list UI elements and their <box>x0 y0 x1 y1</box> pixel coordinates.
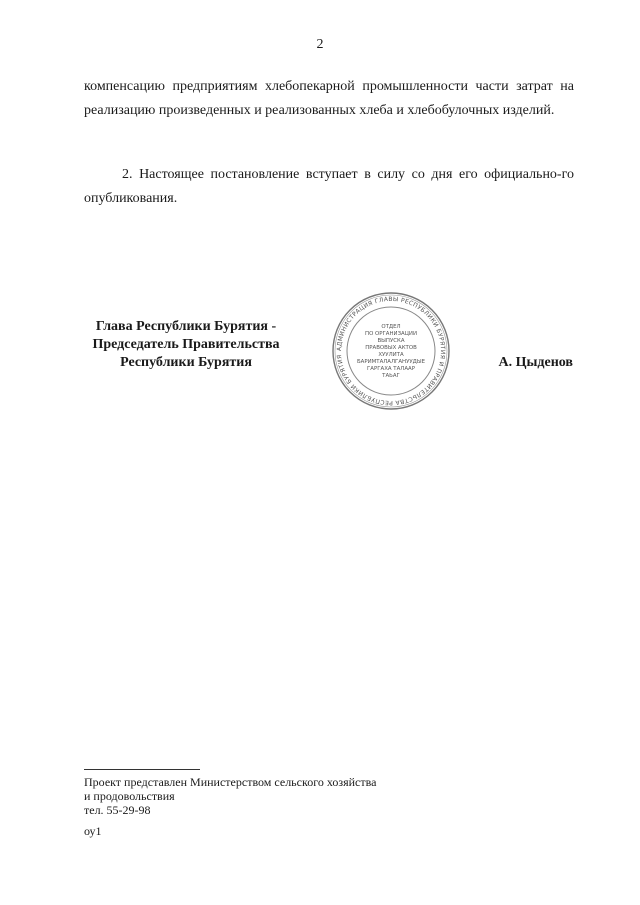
svg-text:ВЫПУСКА: ВЫПУСКА <box>377 338 405 344</box>
official-seal <box>331 291 451 411</box>
seal-center-text <box>357 324 426 379</box>
signatory-title <box>78 318 294 372</box>
footnote-phone: тел. 55-29-98 <box>84 803 151 817</box>
seal-outer-text: АДМИНИСТРАЦИЯ ГЛАВЫ РЕСПУБЛИКИ БУРЯТИЯ И ПРАВИТЕЛЬСТВА РЕСПУБЛИКИ БУРЯТИЯ <box>335 295 447 407</box>
page-number: 2 <box>316 37 324 52</box>
paragraph-compensation: компенсацию предприятиям хлебопекарной промышленности части затрат на реализацию произведенных и реализованных хлеба и хлебобулочных изделий. <box>84 79 574 118</box>
footnote-line-1: Проект представлен Министерством сельского хозяйства <box>84 775 377 789</box>
svg-text:ПО ОРГАНИЗАЦИИ: ПО ОРГАНИЗАЦИИ <box>365 331 417 337</box>
footnote-line-2: и продовольствия <box>84 789 175 803</box>
footnote <box>84 775 376 817</box>
svg-text:ГАРГАХА ТАЛААР: ГАРГАХА ТАЛААР <box>367 366 415 372</box>
paragraph-effective-date: 2. Настоящее постановление вступает в силу со дня его официально-го опубликования. <box>84 167 574 206</box>
svg-text:ПРАВОВЫХ АКТОВ: ПРАВОВЫХ АКТОВ <box>365 345 417 351</box>
document-code: оу1 <box>84 824 102 838</box>
svg-text:ОТДЕЛ: ОТДЕЛ <box>381 324 401 330</box>
footnote-rule <box>84 769 200 770</box>
signatory-title-line-3: Республики Бурятия <box>120 355 252 370</box>
svg-text:БАРИМТАЛАЛГАНУУДЫЕ: БАРИМТАЛАЛГАНУУДЫЕ <box>356 359 426 365</box>
signatory-title-line-2: Председатель Правительства <box>92 337 280 352</box>
signatory-name: А. Цыденов <box>498 355 573 370</box>
signatory-title-line-1: Глава Республики Бурятия - <box>95 319 277 334</box>
svg-text:ТАЬАГ: ТАЬАГ <box>382 373 400 379</box>
svg-text:ХУУЛИТА: ХУУЛИТА <box>378 352 404 358</box>
